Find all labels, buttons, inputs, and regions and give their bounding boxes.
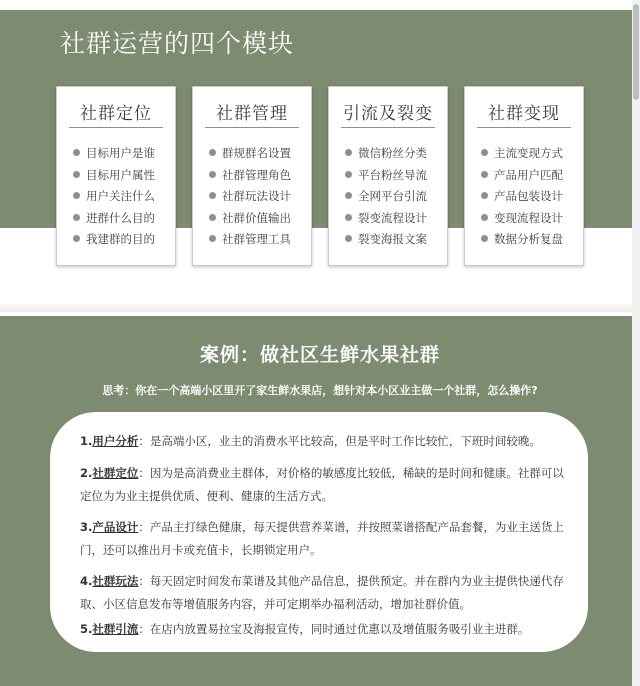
- module-list: [73, 143, 155, 251]
- list-item: 社群玩法设计: [209, 186, 291, 208]
- list-item: 社群管理角色: [209, 165, 291, 187]
- case-item: 1.用户分析：是高端小区，业主的消费水平比较高，但是平时工作比较忙，下班时间较晚。: [80, 434, 541, 448]
- case-panel: [50, 412, 588, 652]
- module-title: 社群管理: [216, 104, 288, 124]
- bullet-dot-icon: [345, 171, 352, 178]
- case-section: [0, 316, 640, 686]
- list-item: 我建群的目的: [73, 229, 155, 251]
- module-title: 引流及裂变: [343, 104, 433, 124]
- list-item: 产品用户匹配: [481, 165, 563, 187]
- module-list: [209, 143, 291, 251]
- bullet-dot-icon: [209, 214, 216, 221]
- list-item: 裂变海报文案: [345, 229, 427, 251]
- bullet-dot-icon: [345, 235, 352, 242]
- bullet-dot-icon: [73, 235, 80, 242]
- list-item: 产品包装设计: [481, 186, 563, 208]
- list-item: 平台粉丝导流: [345, 165, 427, 187]
- bullet-dot-icon: [481, 235, 488, 242]
- bullet-dot-icon: [73, 171, 80, 178]
- bullet-dot-icon: [345, 149, 352, 156]
- bullet-dot-icon: [481, 192, 488, 199]
- bullet-dot-icon: [73, 192, 80, 199]
- module-card-positioning: [56, 86, 176, 266]
- list-item: 用户关注什么: [73, 186, 155, 208]
- list-item: 目标用户属性: [73, 165, 155, 187]
- bullet-dot-icon: [481, 149, 488, 156]
- module-list: [481, 143, 563, 251]
- module-list: [345, 143, 427, 251]
- list-item: 数据分析复盘: [481, 229, 563, 251]
- module-title: 社群定位: [80, 104, 152, 124]
- section-divider: [0, 302, 640, 312]
- divider: [69, 127, 163, 128]
- scrollbar-thumb[interactable]: [633, 4, 639, 100]
- bullet-dot-icon: [345, 214, 352, 221]
- divider: [477, 127, 571, 128]
- bullet-dot-icon: [209, 192, 216, 199]
- case-question: 思考：你在一个高端小区里开了家生鲜水果店，想针对本小区业主做一个社群，怎么操作?: [102, 384, 538, 397]
- case-item: 2.社群定位：因为是高消费业主群体，对价格的敏感度比较低，稀缺的是时间和健康。社群可以定位为为业主提供优质、便利、健康的生活方式。: [80, 466, 564, 503]
- page-title: 社群运营的四个模块: [60, 29, 295, 58]
- list-item: 裂变流程设计: [345, 208, 427, 230]
- list-item: 全网平台引流: [345, 186, 427, 208]
- list-item: 微信粉丝分类: [345, 143, 427, 165]
- list-item: 进群什么目的: [73, 208, 155, 230]
- bullet-dot-icon: [209, 235, 216, 242]
- bullet-dot-icon: [481, 171, 488, 178]
- list-item: 社群管理工具: [209, 229, 291, 251]
- bullet-dot-icon: [209, 171, 216, 178]
- scrollbar[interactable]: [632, 0, 640, 686]
- divider: [205, 127, 299, 128]
- list-item: 变现流程设计: [481, 208, 563, 230]
- module-card-management: [192, 86, 312, 266]
- bullet-dot-icon: [209, 149, 216, 156]
- module-card-monetization: [464, 86, 584, 266]
- case-title: 案例：做社区生鲜水果社群: [199, 344, 440, 366]
- bullet-dot-icon: [345, 192, 352, 199]
- list-item: 目标用户是谁: [73, 143, 155, 165]
- bullet-dot-icon: [481, 214, 488, 221]
- module-card-traffic: [328, 86, 448, 266]
- bullet-dot-icon: [73, 149, 80, 156]
- modules-section: [0, 0, 640, 312]
- case-item: 4.社群玩法：每天固定时间发布菜谱及其他产品信息，提供预定。并在群内为业主提供快递代存取、小区信息发布等增值服务内容，并可定期举办福利活动，增加社群价值。: [80, 574, 564, 611]
- case-item: 5.社群引流：在店内放置易拉宝及海报宣传，同时通过优惠以及增值服务吸引业主进群。: [80, 622, 530, 636]
- list-item: 主流变现方式: [481, 143, 563, 165]
- module-title: 社群变现: [488, 104, 560, 124]
- list-item: 社群价值输出: [209, 208, 291, 230]
- list-item: 群规群名设置: [209, 143, 291, 165]
- bullet-dot-icon: [73, 214, 80, 221]
- case-item: 3.产品设计：产品主打绿色健康，每天提供营养菜谱，并按照菜谱搭配产品套餐，为业主送货上门，还可以推出月卡或充值卡，长期锁定用户。: [80, 520, 564, 557]
- divider: [341, 127, 435, 128]
